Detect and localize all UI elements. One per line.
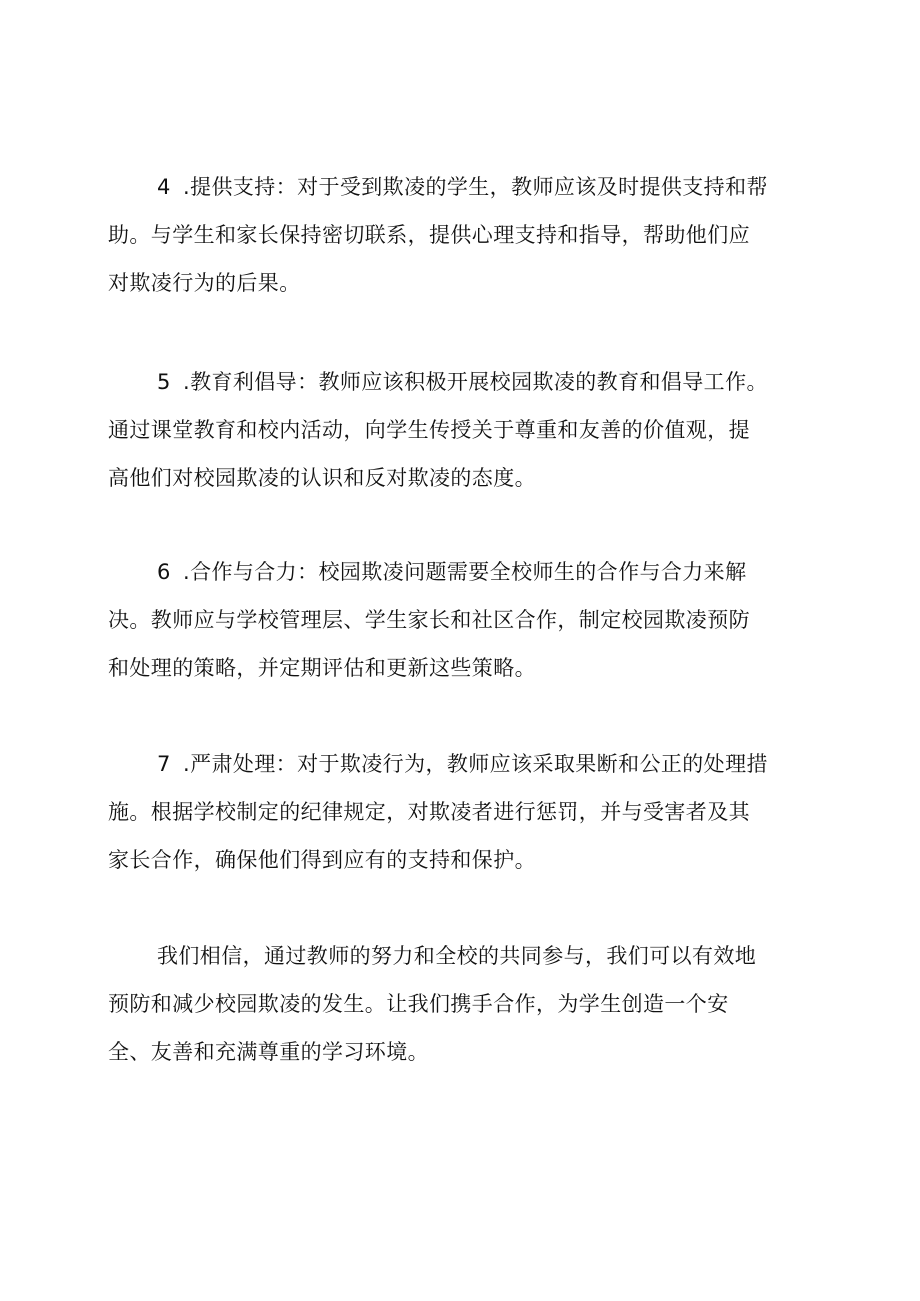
item-number: 5 [157,370,171,394]
paragraph-7 [108,740,808,884]
paragraph-line: 助。与学生和家长保持密切联系，提供心理支持和指导，帮助他们应 [108,223,750,247]
paragraph-line: 预防和减少校园欺凌的发生。让我们携手合作，为学生创造一个安 [108,992,729,1016]
paragraph-line [108,548,808,596]
line-text: .合作与合力：校园欺凌问题需要全校师生的合作与合力来解 [183,560,747,584]
paragraph-6 [108,548,808,692]
paragraph-4 [108,163,808,307]
paragraph-line: 决。教师应与学校管理层、学生家长和社区合作，制定校园欺凌预防 [108,608,750,632]
paragraph-line: 全、友善和充满尊重的学习环境。 [108,1040,429,1064]
paragraph-line [108,740,808,788]
paragraph-conclusion [108,932,808,1076]
item-number: 6 [157,560,171,584]
line-text: .教育利倡导：教师应该积极开展校园欺凌的教育和倡导工作。 [183,370,768,394]
paragraph-line: 对欺凌行为的后果。 [108,271,301,295]
paragraph-line: 和处理的策略，并定期评估和更新这些策略。 [108,656,536,680]
paragraph-line [108,163,808,211]
paragraph-line: 家长合作，确保他们得到应有的支持和保护。 [108,848,536,872]
paragraph-line: 通过课堂教育和校内活动，向学生传授关于尊重和友善的价值观，提 [108,418,750,442]
paragraph-line: 我们相信，通过教师的努力和全校的共同参与，我们可以有效地 [157,944,757,968]
line-text: .严肃处理：对于欺凌行为，教师应该采取果断和公正的处理措 [183,752,768,776]
line-text: .提供支持：对于受到欺凌的学生，教师应该及时提供支持和帮 [183,175,768,199]
item-number: 7 [157,752,171,776]
paragraph-line: 施。根据学校制定的纪律规定，对欺凌者进行惩罚，并与受害者及其 [108,800,750,824]
paragraph-line [108,358,808,406]
paragraph-line: 高他们对校园欺凌的认识和反对欺凌的态度。 [108,466,536,490]
paragraph-5 [108,358,808,502]
item-number: 4 [157,175,171,199]
